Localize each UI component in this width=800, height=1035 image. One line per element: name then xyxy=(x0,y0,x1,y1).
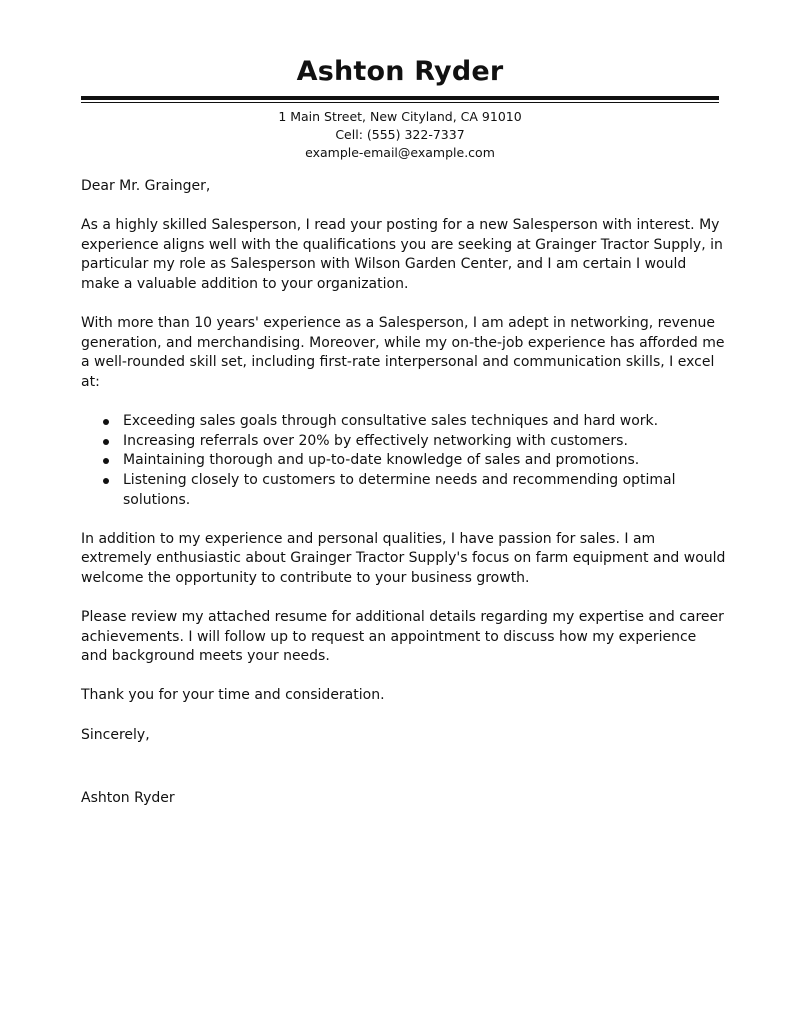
paragraph-gap xyxy=(81,197,726,217)
list-item-text: Maintaining thorough and up-to-date knowledge of sales and promotions. xyxy=(123,452,640,469)
contact-block xyxy=(0,108,800,162)
list-item xyxy=(81,451,726,471)
contact-address: 1 Main Street, New Cityland, CA 91010 xyxy=(278,109,522,124)
paragraph-gap xyxy=(81,295,726,315)
paragraph-gap xyxy=(81,706,726,726)
contact-cell: Cell: (555) 322-7337 xyxy=(335,127,465,142)
thanks-line: Thank you for your time and consideration. xyxy=(81,687,385,704)
header-rule-thick xyxy=(81,96,719,100)
bullet-icon xyxy=(103,419,109,425)
paragraph-gap xyxy=(81,667,726,687)
header-rule-thin xyxy=(81,102,719,103)
paragraph-gap xyxy=(81,393,726,413)
list-item-text: Listening closely to customers to determine needs and recommending optimal solutions. xyxy=(123,471,676,508)
bullet-icon xyxy=(103,439,109,445)
closing: Sincerely, xyxy=(81,726,150,743)
paragraph-followup: Please review my attached resume for additional details regarding my expertise and career achievements. I will follow up to request an appointment to discuss how my experience and background meets your needs. xyxy=(81,609,724,665)
paragraph-passion: In addition to my experience and personal qualities, I have passion for sales. I am extremely enthusiastic about Grainger Tractor Supply's focus on farm equipment and would welcome the opportunity to contribute to your business growth. xyxy=(81,530,726,586)
list-item-text: Exceeding sales goals through consultative sales techniques and hard work. xyxy=(123,413,659,430)
paragraph-intro: As a highly skilled Salesperson, I read your posting for a new Salesperson with interest. My experience aligns well with the qualifications you are seeking at Grainger Tractor Supply, in particular my role as Salesperson with Wilson Garden Center, and I am certain I would make a valuable addition to your organization. xyxy=(81,217,723,292)
salutation: Dear Mr. Grainger, xyxy=(81,178,211,194)
list-item-text: Increasing referrals over 20% by effectively networking with customers. xyxy=(123,432,628,449)
signature-gap xyxy=(81,745,726,789)
applicant-name: Ashton Ryder xyxy=(296,56,504,87)
contact-email: example-email@example.com xyxy=(305,145,495,160)
list-item xyxy=(81,432,726,452)
list-item xyxy=(81,471,726,510)
skills-list xyxy=(81,412,726,510)
signature-name: Ashton Ryder xyxy=(81,790,175,807)
list-item xyxy=(81,412,726,432)
paragraph-gap xyxy=(81,588,726,608)
bullet-icon xyxy=(103,478,109,484)
paragraph-gap xyxy=(81,510,726,530)
paragraph-experience: With more than 10 years' experience as a Salesperson, I am adept in networking, revenue generation, and merchandising. Moreover, while my on-the-job experience has afforded me a well-rounded skill set, including first-rate interpersonal and communication skills, I excel at: xyxy=(81,315,725,390)
letter-body xyxy=(81,177,726,809)
bullet-icon xyxy=(103,458,109,464)
